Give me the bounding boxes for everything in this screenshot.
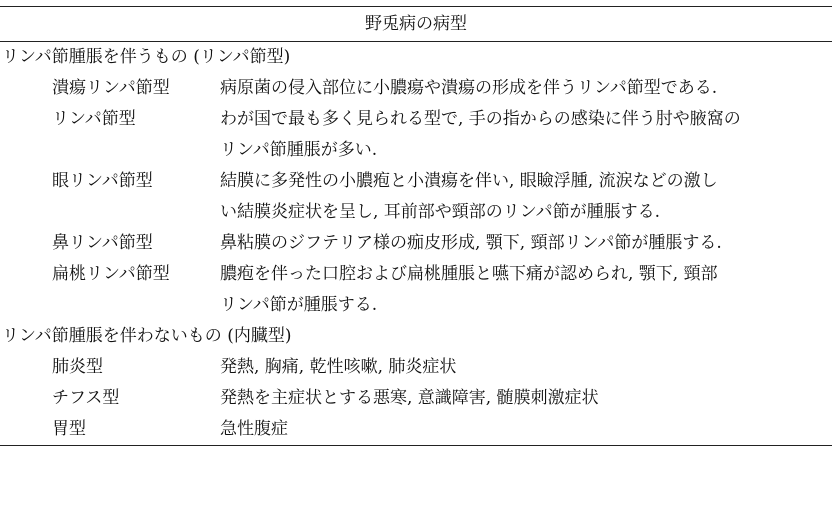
type-name: リンパ節型 — [52, 109, 136, 129]
type-name: 潰瘍リンパ節型 — [52, 78, 170, 98]
type-name: 肺炎型 — [52, 357, 103, 377]
type-description — [220, 73, 820, 104]
description-line: い結膜炎症状を呈し, 耳前部や頸部のリンパ節が腫脹する. — [220, 202, 661, 222]
type-description — [220, 383, 820, 414]
group-visceral — [0, 321, 832, 445]
group-header: リンパ節腫脹を伴わないもの (内臓型) — [2, 326, 292, 346]
description-line: 発熱, 胸痛, 乾性咳嗽, 肺炎症状 — [220, 357, 457, 377]
type-name: 眼リンパ節型 — [52, 171, 153, 191]
bottom-rule — [0, 445, 832, 446]
table-title: 野兎病の病型 — [365, 14, 467, 34]
description-line: リンパ節が腫脹する. — [220, 295, 378, 315]
type-description — [220, 104, 820, 166]
type-name: 鼻リンパ節型 — [52, 233, 153, 253]
type-description — [220, 352, 820, 383]
description-line: 病原菌の侵入部位に小膿瘍や潰瘍の形成を伴うリンパ節型である. — [220, 78, 718, 98]
table-row — [0, 73, 832, 104]
table-row — [0, 228, 832, 259]
group-lymph-node — [0, 42, 832, 321]
description-line: 鼻粘膜のジフテリア様の痂皮形成, 顎下, 頸部リンパ節が腫脹する. — [220, 233, 722, 253]
table-row — [0, 352, 832, 383]
group-header: リンパ節腫脹を伴うもの (リンパ節型) — [2, 47, 291, 67]
disease-type-table — [0, 6, 832, 446]
type-description — [220, 228, 820, 259]
description-line: リンパ節腫脹が多い. — [220, 140, 378, 160]
type-description — [220, 166, 820, 228]
type-name: チフス型 — [52, 388, 120, 408]
table-row — [0, 104, 832, 166]
table-row — [0, 259, 832, 321]
type-name: 胃型 — [52, 419, 86, 439]
table-row — [0, 166, 832, 228]
description-line: 発熱を主症状とする悪寒, 意識障害, 髄膜刺激症状 — [220, 388, 599, 408]
type-description — [220, 259, 820, 321]
type-description — [220, 414, 820, 445]
description-line: 結膜に多発性の小膿疱と小潰瘍を伴い, 眼瞼浮腫, 流涙などの激し — [220, 171, 718, 191]
type-name: 扁桃リンパ節型 — [52, 264, 170, 284]
description-line: わが国で最も多く見られる型で, 手の指からの感染に伴う肘や腋窩の — [220, 109, 741, 129]
description-line: 急性腹症 — [220, 419, 288, 439]
table-row — [0, 414, 832, 445]
description-line: 膿疱を伴った口腔および扁桃腫脹と嚥下痛が認められ, 顎下, 頸部 — [220, 264, 718, 284]
table-row — [0, 383, 832, 414]
